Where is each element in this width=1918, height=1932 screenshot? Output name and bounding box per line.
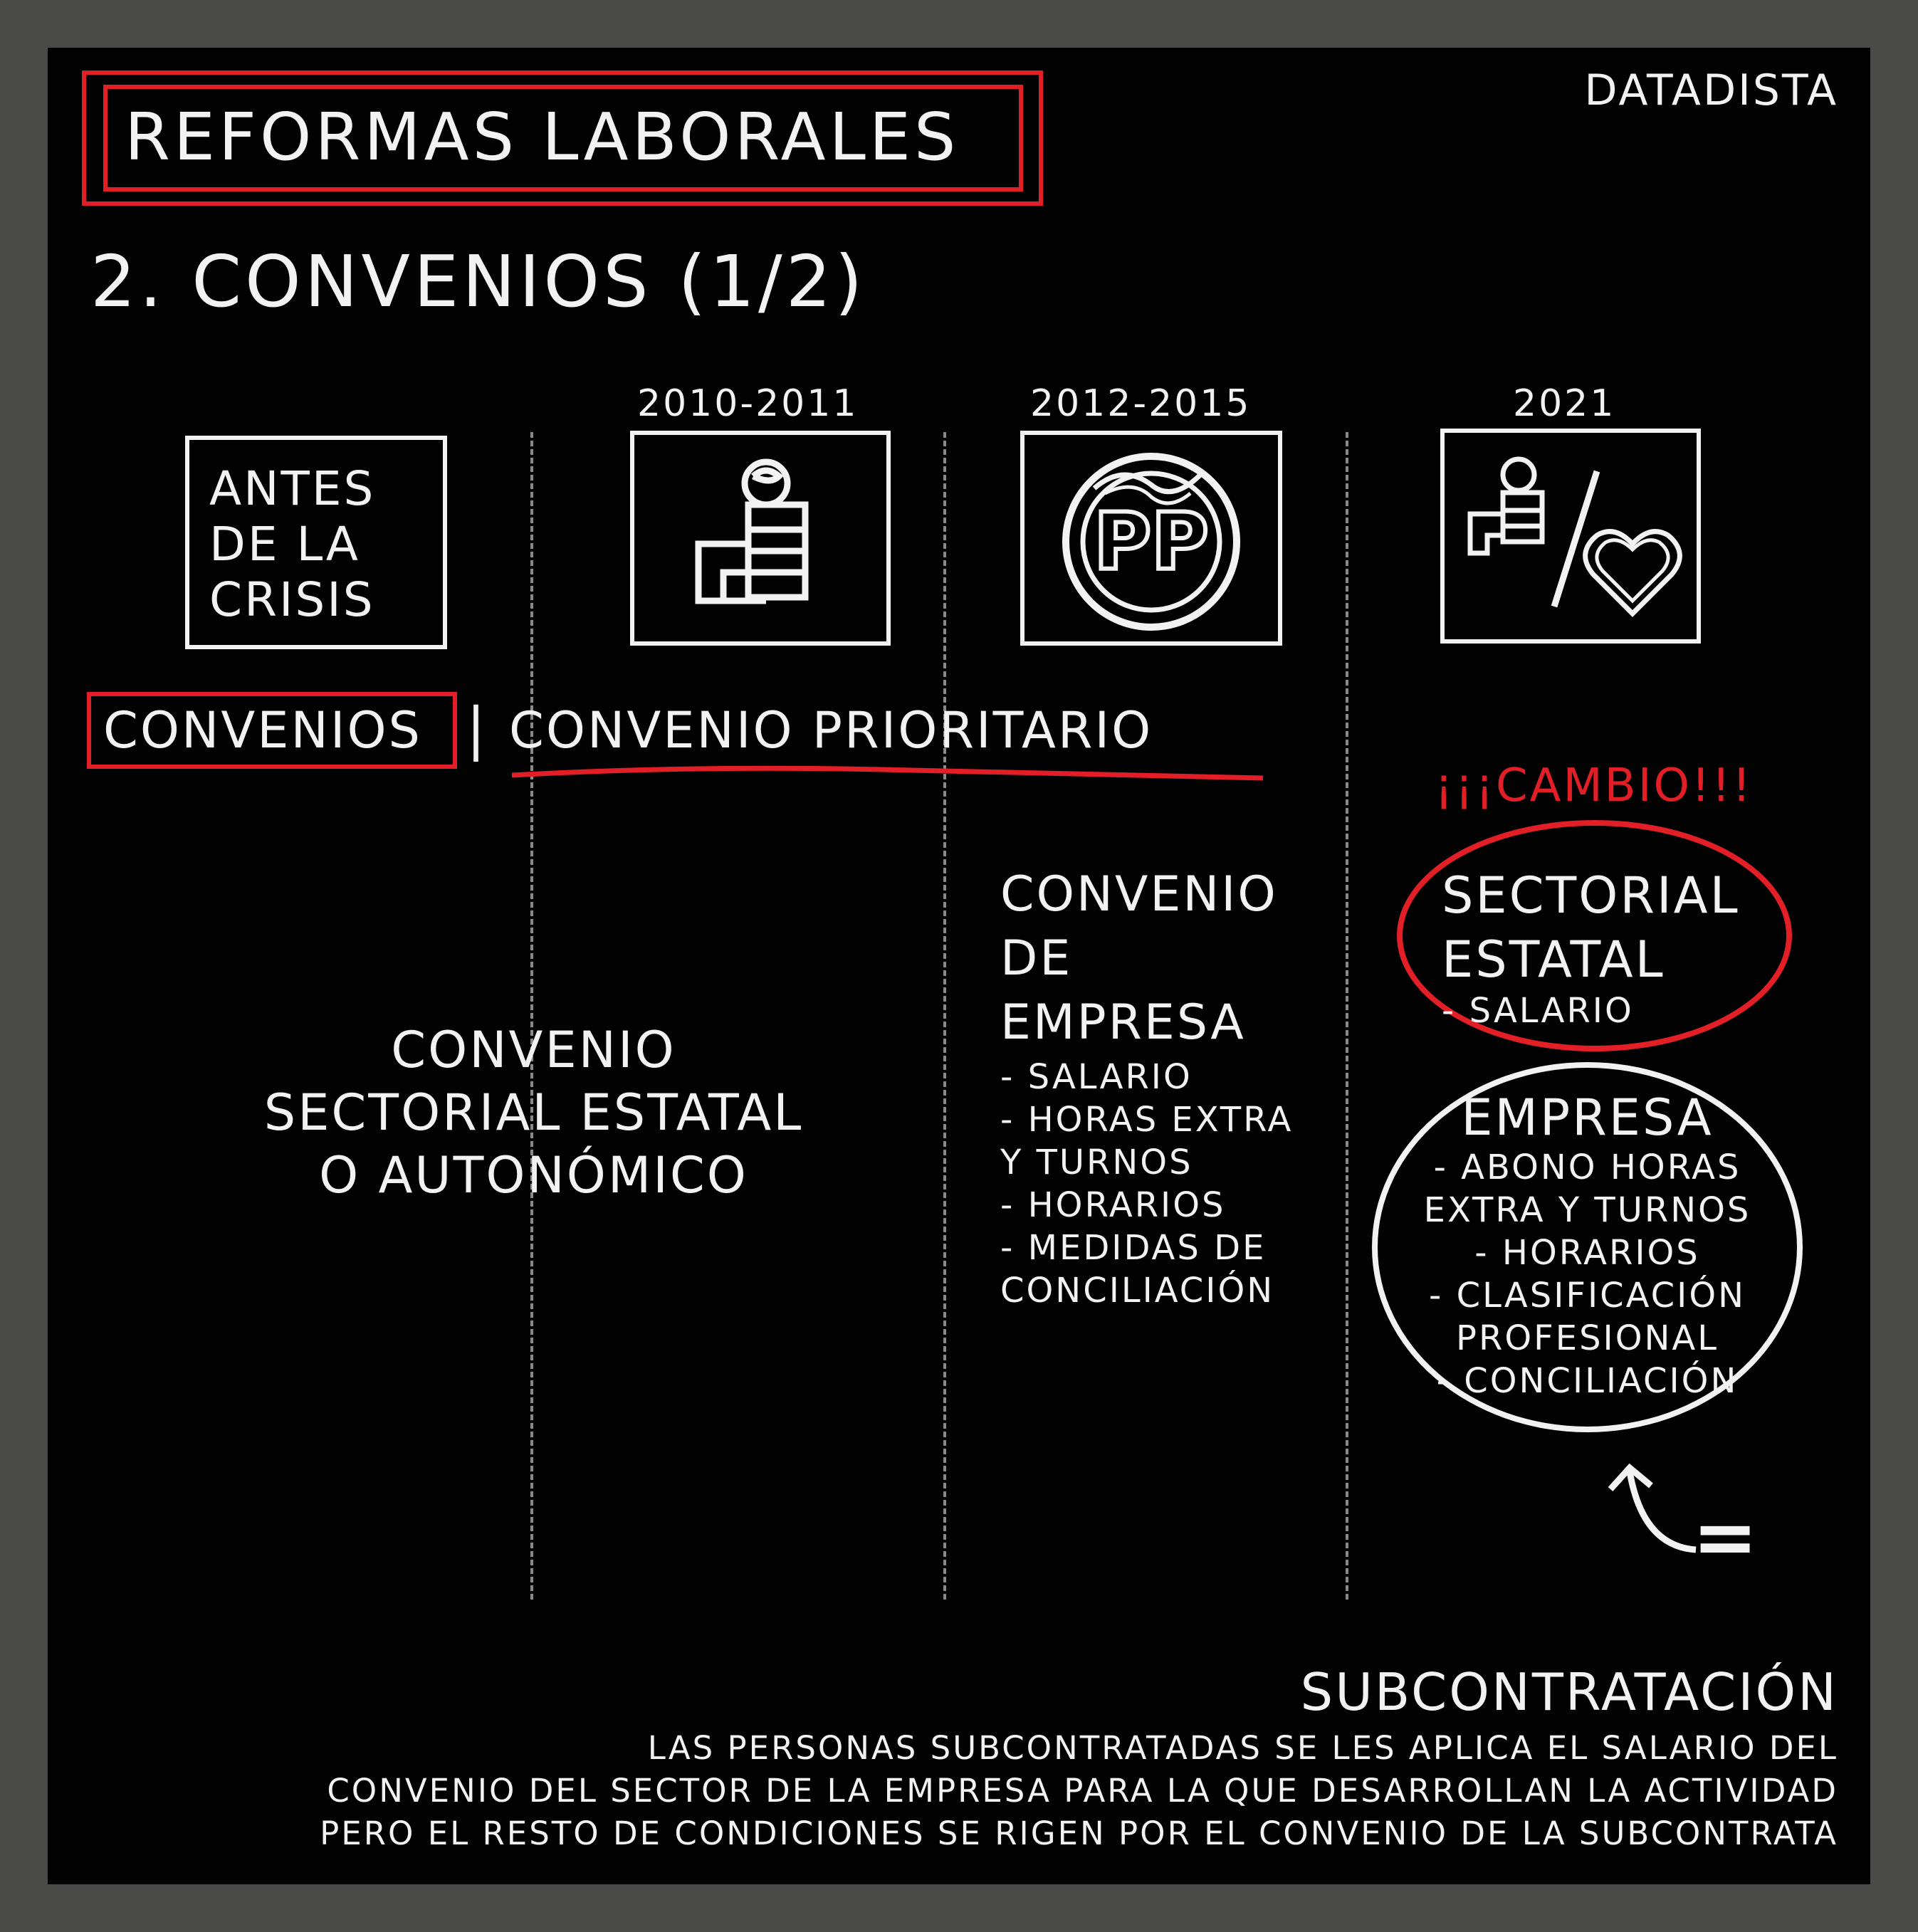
divider-1 — [530, 432, 533, 1600]
col4-empresa-item-6: - CONCILIACIÓN — [1436, 1361, 1739, 1401]
psoe-rose-fist-icon — [688, 455, 816, 626]
divider-2 — [943, 432, 946, 1600]
footer-line-3: PERO EL RESTO DE CONDICIONES SE RIGEN POR EL CONVENIO DE LA SUBCONTRATA — [320, 1815, 1838, 1852]
col3-item-2: - HORAS EXTRA — [1000, 1100, 1294, 1140]
col3-item-3: Y TURNOS — [1000, 1143, 1193, 1182]
period-label-2021: 2021 — [1513, 382, 1616, 425]
col4-empresa-item-3: - HORARIOS — [1474, 1233, 1700, 1273]
period-box-2010 — [630, 431, 891, 646]
period-label-2010: 2010-2011 — [637, 382, 859, 425]
prioritario-underline — [512, 760, 1267, 788]
col3-heading-1: CONVENIO — [1000, 866, 1278, 923]
curved-arrow-icon — [1586, 1450, 1699, 1557]
page-subtitle: 2. CONVENIOS (1/2) — [90, 240, 866, 323]
brand-label: DATADISTA — [1584, 65, 1838, 115]
col4-empresa-heading: EMPRESA — [1461, 1088, 1714, 1147]
period-box-2021 — [1440, 429, 1701, 644]
col3-item-1: - SALARIO — [1000, 1057, 1193, 1097]
col3-item-4: - HORARIOS — [1000, 1185, 1226, 1225]
col4-sectorial-heading-1: SECTORIAL — [1442, 866, 1740, 925]
page-title: REFORMAS LABORALES — [125, 99, 960, 175]
legend-prioritario: CONVENIO PRIORITARIO — [509, 701, 1153, 760]
before-crisis-line-1: ANTES — [209, 461, 376, 516]
col4-sectorial-heading-2: ESTATAL — [1442, 930, 1665, 989]
col4-empresa-item-2: EXTRA Y TURNOS — [1423, 1190, 1751, 1230]
pp-logo-icon — [1048, 449, 1254, 627]
col3-item-5: - MEDIDAS DE — [1000, 1228, 1267, 1268]
footer-line-1: LAS PERSONAS SUBCONTRATADAS SE LES APLICA EL SALARIO DEL — [647, 1729, 1838, 1767]
before-crisis-line-2: DE LA — [209, 517, 360, 572]
col3-item-6: CONCILIACIÓN — [1000, 1271, 1275, 1311]
footer-heading: SUBCONTRATACIÓN — [1300, 1662, 1838, 1722]
before-crisis-line-3: CRISIS — [209, 572, 375, 627]
legend-separator: | — [466, 695, 488, 762]
period-box-before-crisis — [185, 436, 447, 649]
psoe-podemos-icon — [1455, 443, 1689, 635]
col1-line-2: SECTORIAL ESTATAL — [263, 1083, 804, 1142]
col4-empresa-item-4: - CLASIFICACIÓN — [1428, 1276, 1746, 1316]
col4-empresa-item-5: PROFESIONAL — [1456, 1318, 1719, 1358]
col4-sectorial-item-1: - SALARIO — [1442, 991, 1634, 1031]
legend-convenios: CONVENIOS — [103, 701, 422, 760]
period-label-2012: 2012-2015 — [1030, 382, 1252, 425]
col3-heading-2: DE — [1000, 930, 1073, 987]
col1-line-3: O AUTONÓMICO — [319, 1146, 748, 1204]
equals-sign: = — [1692, 1491, 1761, 1582]
divider-3 — [1346, 432, 1348, 1600]
col1-line-1: CONVENIO — [391, 1021, 676, 1079]
cambio-label: ¡¡¡CAMBIO!!! — [1435, 760, 1753, 812]
period-box-2012 — [1020, 431, 1282, 646]
pp-logo-text: PP — [1094, 496, 1209, 587]
chalkboard — [48, 48, 1870, 1884]
col4-empresa-item-1: - ABONO HORAS — [1433, 1148, 1741, 1187]
footer-line-2: CONVENIO DEL SECTOR DE LA EMPRESA PARA LA QUE DESARROLLAN LA ACTIVIDAD — [327, 1772, 1838, 1810]
col3-heading-3: EMPRESA — [1000, 994, 1246, 1051]
